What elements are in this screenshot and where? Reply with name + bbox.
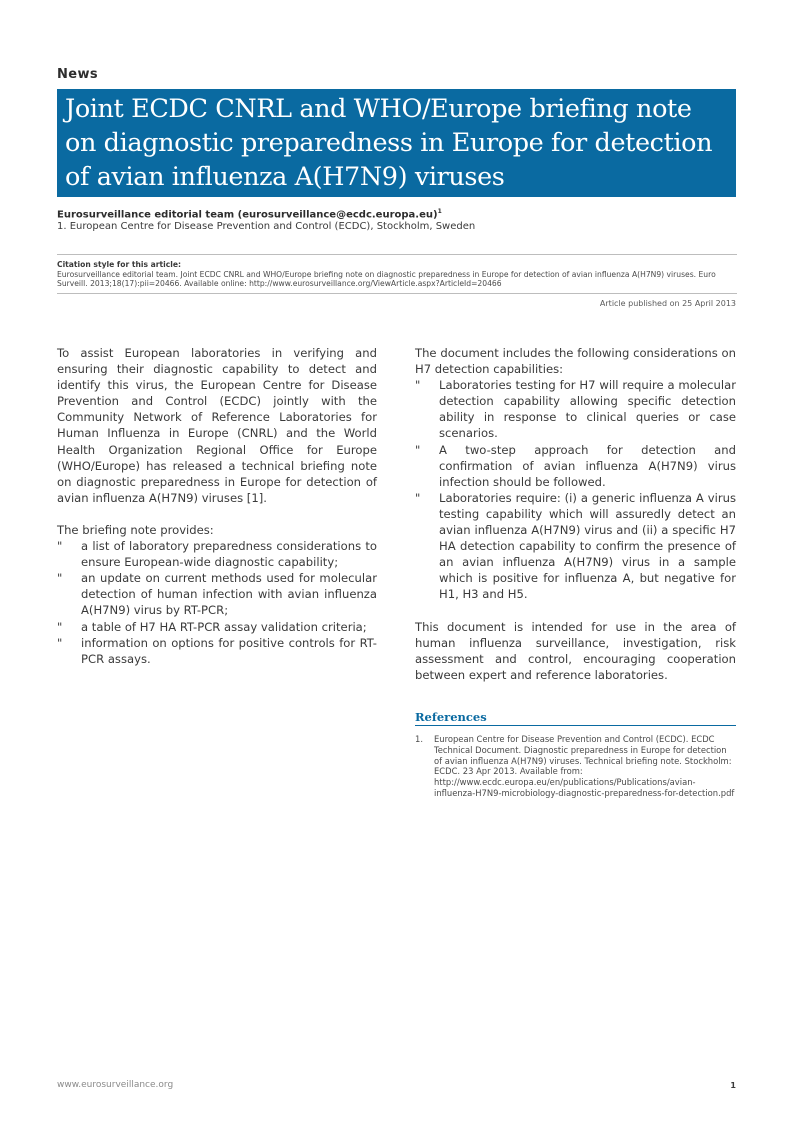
references-heading: References xyxy=(415,710,736,726)
bullet-mark: " xyxy=(415,442,421,457)
footer-url[interactable]: www.eurosurveillance.org xyxy=(57,1080,174,1090)
bullet-mark: " xyxy=(57,635,63,650)
citation-box xyxy=(57,254,737,294)
publication-date: Article published on 25 April 2013 xyxy=(599,299,736,308)
bullet-mark: " xyxy=(415,378,421,393)
list-item: " a list of laboratory preparedness considerations to ensure European-wide diagnostic capability; xyxy=(57,539,377,570)
provides-lead: The briefing note provides: xyxy=(57,522,214,537)
bullet-mark: " xyxy=(57,619,63,634)
provides-list xyxy=(57,538,377,667)
citation-text: Eurosurveillance editorial team. Joint ECDC CNRL and WHO/Europe briefing note on diagnostic preparedness in Europe for detection of avian influenza A(H7N9) viruses. Euro Surveill. 2013;18(17):pii=20466. Available online: http://www.eurosurveillance.org/ViewArticle.aspx?ArticleId=20466 xyxy=(57,269,716,288)
section-label: News xyxy=(57,67,99,82)
bullet-mark: " xyxy=(415,490,421,505)
reference-number: 1. xyxy=(415,734,423,744)
authors: Eurosurveillance editorial team (eurosurveillance@ecdc.europa.eu) xyxy=(57,209,438,221)
title-banner xyxy=(57,89,736,197)
intro-paragraph: To assist European laboratories in verifying and ensuring their diagnostic capability to detect and identify this virus, the European Centre for Disease Prevention and Control (ECDC) jointly with the Community Network of Reference Laboratories for Human Influenza in Europe (CNRL) and the World Health Organization Regional Office for Europe (WHO/Europe) has released a technical briefing note on diagnostic preparedness in Europe for detection of avian influenza A(H7N9) viruses [1]. xyxy=(57,346,377,505)
reference-item xyxy=(415,734,736,799)
considerations-lead: The document includes the following considerations on H7 detection capabilities: xyxy=(415,346,736,377)
list-item: " A two-step approach for detection and confirmation of avian influenza A(H7N9) virus infection should be followed. xyxy=(415,442,736,489)
author-affiliation-marker: 1 xyxy=(437,208,442,215)
list-item: " an update on current methods used for molecular detection of human infection with avian influenza A(H7N9) virus by RT-PCR; xyxy=(57,571,377,618)
list-item: " information on options for positive controls for RT-PCR assays. xyxy=(57,635,377,666)
page-number: 1 xyxy=(730,1081,736,1090)
right-column xyxy=(415,345,736,699)
left-column xyxy=(57,345,377,683)
closing-paragraph: This document is intended for use in the area of human influenza surveillance, investigation, risk assessment and control, encouraging cooperation between expert and reference laboratories. xyxy=(415,619,736,682)
list-item: " Laboratories testing for H7 will require a molecular detection capability allowing specific detection ability in response to clinical queries or case scenarios. xyxy=(415,378,736,441)
references-section xyxy=(415,710,736,799)
bullet-mark: " xyxy=(57,539,63,554)
affiliation: 1. European Centre for Disease Prevention and Control (ECDC), Stockholm, Sweden xyxy=(57,221,476,232)
considerations-list xyxy=(415,377,736,602)
list-item: " a table of H7 HA RT-PCR assay validation criteria; xyxy=(57,619,367,634)
bullet-mark: " xyxy=(57,571,63,586)
reference-text[interactable]: European Centre for Disease Prevention and Control (ECDC). ECDC Technical Document. Diagnostic preparedness in Europe for detection of avian influenza A(H7N9) viruses. Technical briefing note. Stockholm: ECDC. 23 Apr 2013. Available from: http://www.ecdc.europa.eu/en/publications/Publications/avian-influenza-H7N9-microbiology-diagnostic-preparedness-for-detection.pdf xyxy=(434,734,735,798)
list-item: " Laboratories require: (i) a generic influenza A virus testing capability which will assuredly detect an avian influenza A(H7N9) virus and (ii) a specific H7 HA detection capability to confirm the presence of an avian influenza A(H7N9) virus in a sample which is positive for influenza A, but negative for H1, H3 and H5. xyxy=(415,490,736,602)
author-line xyxy=(57,208,737,220)
citation-label: Citation style for this article: xyxy=(57,260,182,269)
article-title: Joint ECDC CNRL and WHO/Europe briefing note on diagnostic preparedness in Europe for detection of avian influenza A(H7N9) viruses xyxy=(65,94,713,192)
